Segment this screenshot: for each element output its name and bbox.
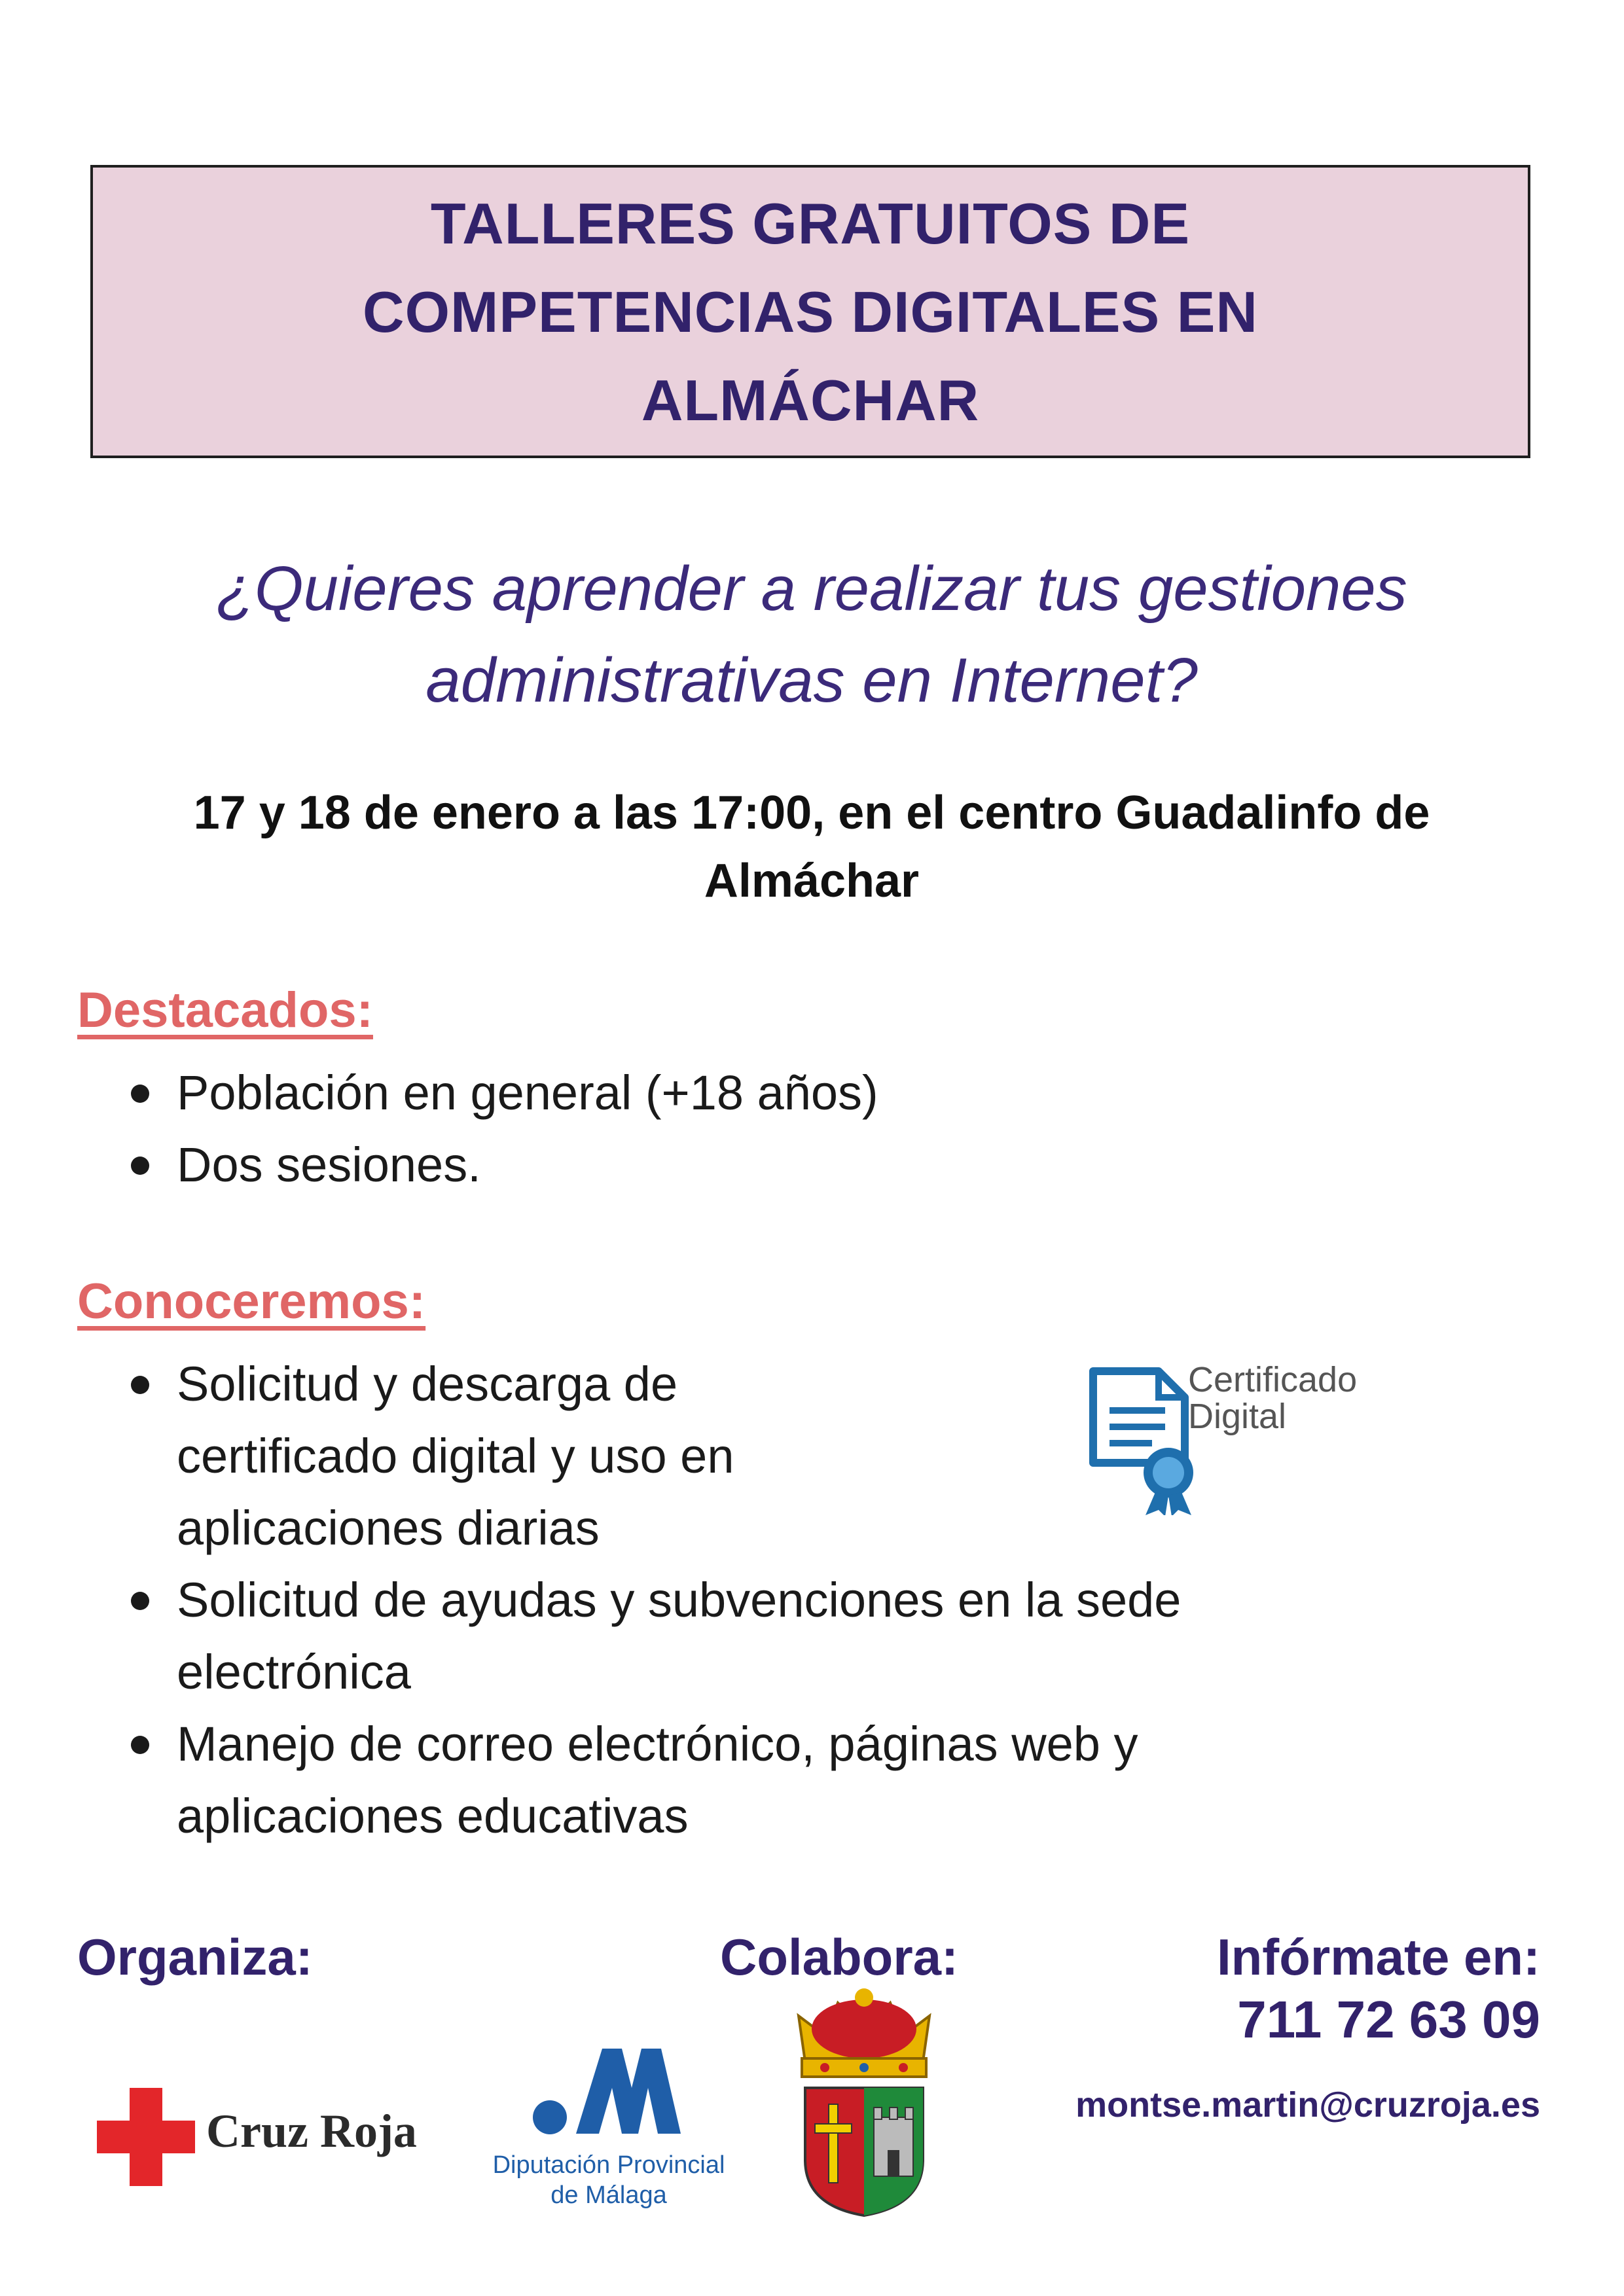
certificate-line-2: Digital bbox=[1188, 1397, 1287, 1436]
email-link[interactable]: montse.martin@cruzroja.es bbox=[1075, 2085, 1540, 2125]
list-item-line: Manejo de correo electrónico, páginas web y bbox=[177, 1717, 1138, 1771]
organiza-label: Organiza: bbox=[77, 1928, 313, 1986]
phone-number[interactable]: 711 72 63 09 bbox=[1237, 1990, 1540, 2049]
list-item-text: Población en general (+18 años) bbox=[177, 1066, 878, 1120]
intro-question bbox=[98, 543, 1525, 726]
schedule bbox=[79, 779, 1545, 915]
title-line-3: ALMÁCHAR bbox=[641, 367, 980, 433]
informate-label: Infórmate en: bbox=[1216, 1928, 1540, 1986]
list-item-text: Dos sesiones. bbox=[177, 1138, 481, 1192]
diputacion-logo-text bbox=[458, 2150, 759, 2210]
colabora-label: Colabora: bbox=[720, 1928, 959, 1986]
title-line-1: TALLERES GRATUITOS DE bbox=[430, 190, 1191, 256]
diputacion-line-1: Diputación Provincial bbox=[492, 2151, 725, 2179]
bullet-icon bbox=[131, 1736, 149, 1754]
list-item bbox=[131, 1564, 1181, 1708]
diputacion-logo-icon bbox=[524, 2042, 681, 2140]
coat-of-arms-icon bbox=[785, 1983, 943, 2219]
diputacion-line-2: de Málaga bbox=[550, 2181, 667, 2209]
list-item-line: certificado digital y uso en bbox=[177, 1429, 734, 1483]
list-item bbox=[131, 1708, 1181, 1852]
certificate-line-1: Certificado bbox=[1188, 1360, 1358, 1399]
topics-list bbox=[131, 1348, 1181, 1852]
schedule-line-2: Almáchar bbox=[704, 855, 920, 907]
question-line-2: administrativas en Internet? bbox=[425, 645, 1198, 715]
bullet-icon bbox=[131, 1592, 149, 1610]
title-box bbox=[90, 165, 1530, 458]
topics-heading: Conoceremos: bbox=[77, 1274, 426, 1329]
question-line-1: ¿Quieres aprender a realizar tus gestiones bbox=[216, 554, 1407, 624]
highlights-list bbox=[131, 1057, 878, 1201]
list-item-line: electrónica bbox=[177, 1645, 411, 1699]
schedule-line-1: 17 y 18 de enero a las 17:00, en el centro Guadalinfo de bbox=[193, 787, 1430, 839]
bullet-icon bbox=[131, 1157, 149, 1175]
highlights-heading: Destacados: bbox=[77, 982, 373, 1038]
list-item bbox=[131, 1348, 1181, 1564]
cruz-roja-logo-text: Cruz Roja bbox=[206, 2105, 417, 2157]
list-item bbox=[131, 1057, 878, 1129]
red-cross-icon bbox=[97, 2088, 195, 2186]
list-item-line: Solicitud de ayudas y subvenciones en la sede bbox=[177, 1573, 1182, 1627]
list-item-line: aplicaciones educativas bbox=[177, 1789, 689, 1843]
list-item-line: aplicaciones diarias bbox=[177, 1501, 600, 1555]
list-item bbox=[131, 1129, 878, 1201]
title-line-2: COMPETENCIAS DIGITALES EN bbox=[363, 279, 1258, 344]
bullet-icon bbox=[131, 1085, 149, 1103]
list-item-line: Solicitud y descarga de bbox=[177, 1357, 678, 1411]
certificate-logo-text bbox=[1188, 1361, 1357, 1435]
bullet-icon bbox=[131, 1376, 149, 1394]
